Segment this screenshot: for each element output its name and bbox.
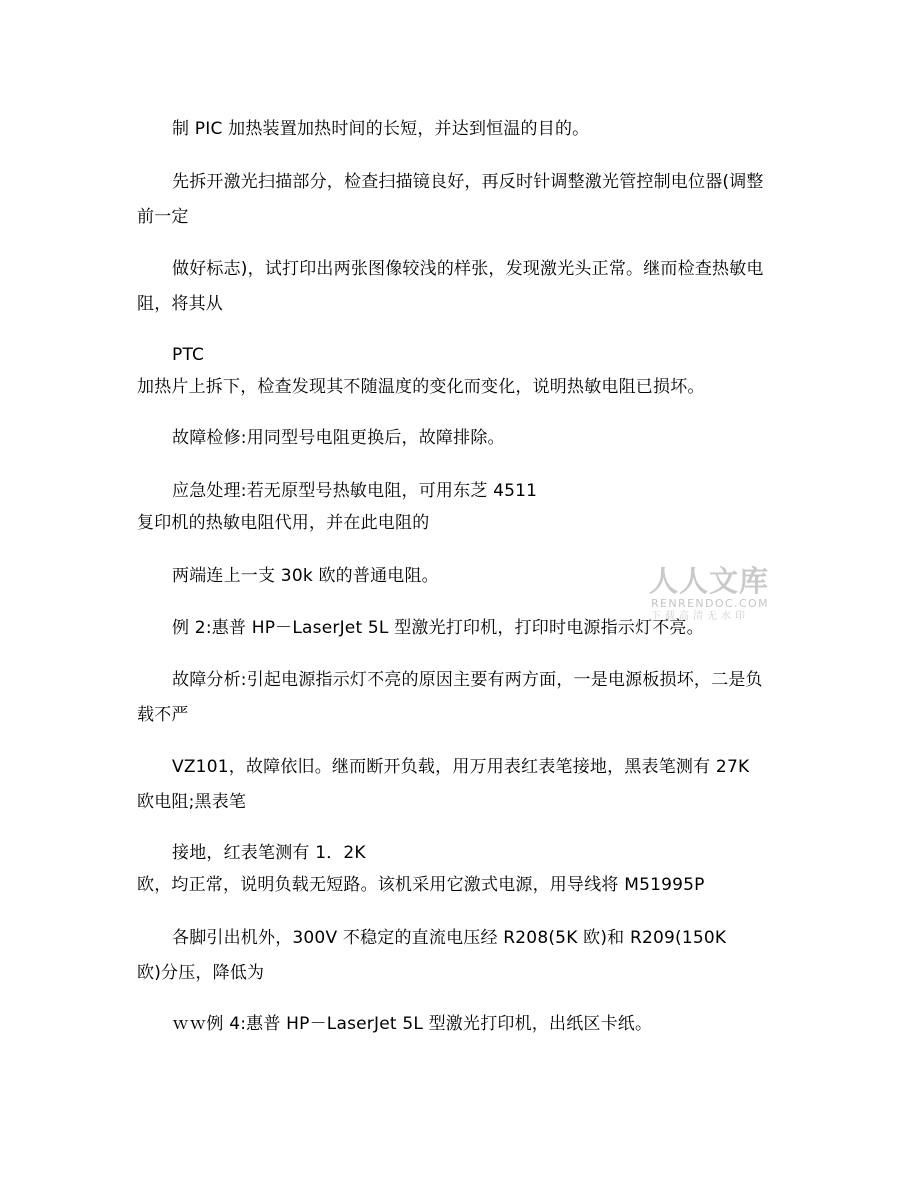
text-line: 例 2:惠普 HP－LaserJet 5L 型激光打印机，打印时电源指示灯不亮。 (172, 618, 704, 638)
text-line: 前一定 (137, 207, 189, 227)
text-line: 做好标志)，试打印出两张图像较浅的样张，发现激光头正常。继而检查热敏电 (172, 259, 764, 279)
text-line: ｗｗ例 4:惠普 HP－LaserJet 5L 型激光打印机，出纸区卡纸。 (172, 1014, 653, 1034)
text-line: 复印机的热敏电阻代用，并在此电阻的 (137, 513, 430, 533)
text-line: VZ101，故障依旧。继而断开负载，用万用表红表笔接地，黑表笔测有 27K (172, 757, 750, 777)
text-line: 制 PIC 加热装置加热时间的长短，并达到恒温的目的。 (172, 119, 590, 139)
text-line: 加热片上拆下，检查发现其不随温度的变化而变化，说明热敏电阻已损坏。 (137, 377, 705, 397)
text-line: 载不严 (137, 705, 189, 725)
watermark-tagline: 下载高清无水印 (651, 611, 749, 622)
text-line: 欧)分压，降低为 (137, 963, 265, 983)
text-line: 各脚引出机外，300V 不稳定的直流电压经 R208(5K 欧)和 R209(150K (172, 928, 727, 948)
text-line: 故障检修:用同型号电阻更换后，故障排除。 (172, 428, 505, 448)
watermark-logo (645, 563, 775, 633)
text-line: 欧电阻;黑表笔 (137, 792, 247, 812)
text-line: 接地，红表笔测有 1．2K (172, 843, 366, 863)
text-line: 应急处理:若无原型号热敏电阻，可用东芝 4511 (172, 481, 538, 501)
watermark-domain: RENRENDOC.COM (651, 597, 769, 610)
watermark-title: 人人文库 (649, 564, 770, 598)
text-line: 故障分析:引起电源指示灯不亮的原因主要有两方面，一是电源板损坏，二是负 (172, 670, 763, 690)
text-line: 欧，均正常，说明负载无短路。该机采用它激式电源，用导线将 M51995P (137, 875, 705, 895)
text-line: 先拆开激光扫描部分，检查扫描镜良好，再反时针调整激光管控制电位器(调整 (172, 172, 764, 192)
text-line: 两端连上一支 30k 欧的普通电阻。 (172, 566, 439, 586)
text-line: 阻，将其从 (137, 294, 223, 314)
text-line: PTC (172, 345, 205, 365)
